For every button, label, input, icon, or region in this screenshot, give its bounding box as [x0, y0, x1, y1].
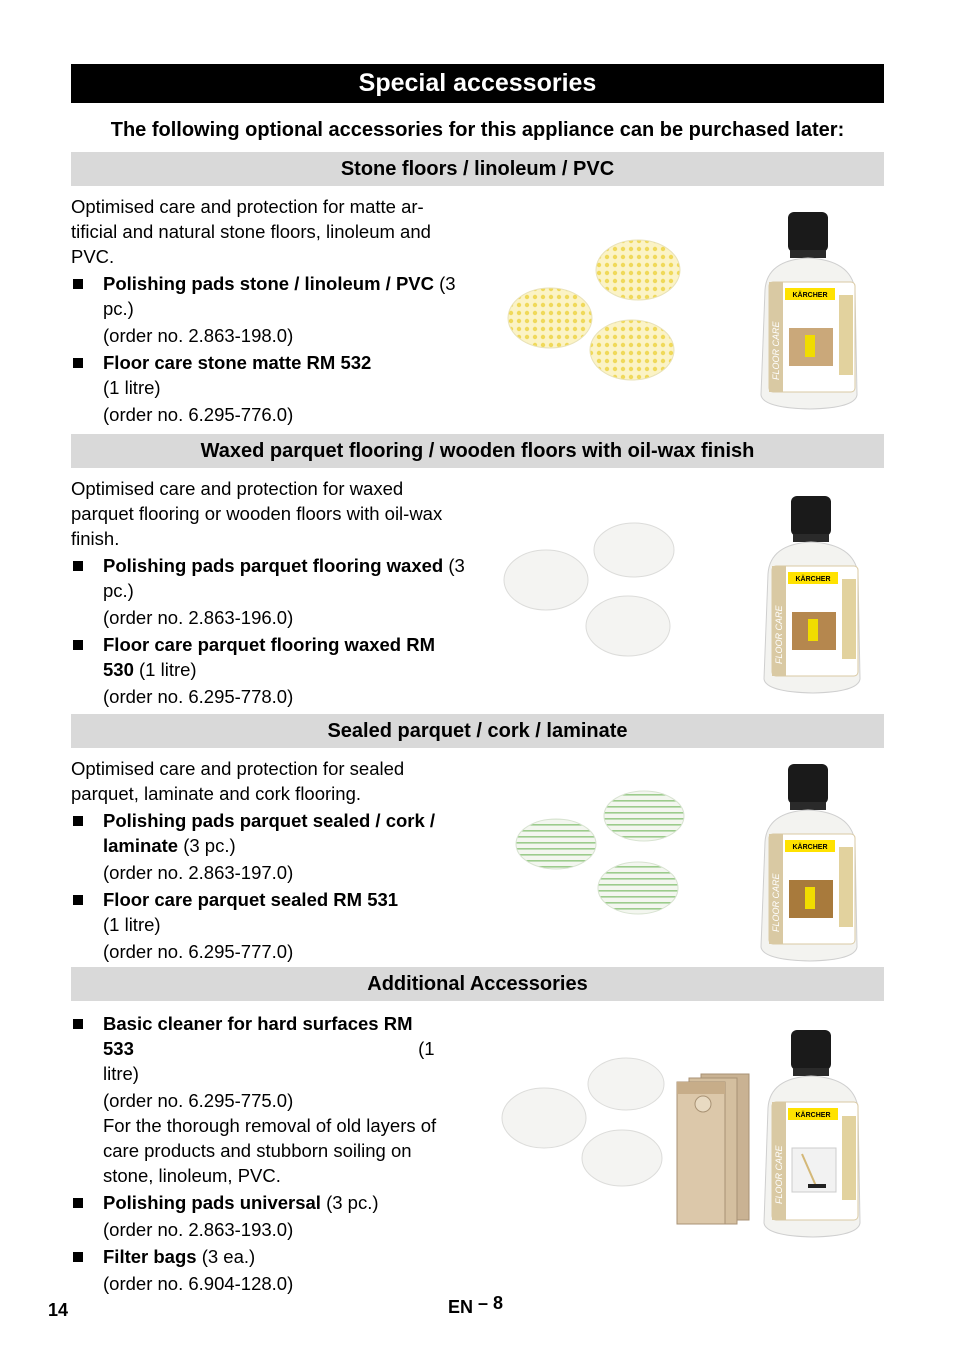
basic-cleaner-bottle-image [758, 1028, 868, 1245]
item-order-number: (order no. 6.295-777.0) [103, 941, 294, 962]
section-heading-stone: Stone floors / linoleum / PVC [71, 152, 884, 186]
green-polishing-pads-image [510, 786, 695, 921]
item-name: Polishing pads universal [103, 1192, 321, 1213]
list-item [71, 1244, 471, 1296]
section-description: Optimised care and protection for waxed parquet flooring or wooden floors with oil-wax finish. [71, 478, 443, 549]
item-order-number: (order no. 2.863-198.0) [103, 325, 294, 346]
item-name: Basic cleaner for hard surfaces RM 533 [103, 1013, 413, 1059]
bottle-side-text: FLOOR CARE [774, 605, 784, 664]
footer-page-ref [448, 1293, 504, 1318]
bottle-side-text: FLOOR CARE [771, 873, 781, 932]
item-name: Filter bags [103, 1246, 197, 1267]
page-title: Special accessories [71, 64, 884, 103]
section-heading-waxed-parquet: Waxed parquet flooring / wooden floors with oil-wax finish [71, 434, 884, 468]
bottle-side-text: FLOOR CARE [774, 1145, 784, 1204]
bottle-brand: KÄRCHER [792, 844, 828, 851]
section-body-additional [71, 1009, 471, 1296]
item-qty: (3 pc.) [103, 555, 465, 601]
item-qty: (1 litre) [103, 1038, 435, 1084]
item-name: Floor care stone matte RM 532 [103, 352, 372, 373]
list-item [71, 271, 471, 348]
bullet-square-icon [73, 279, 83, 289]
item-order-number: (order no. 2.863-193.0) [103, 1219, 294, 1240]
section-body-waxed-parquet [71, 476, 471, 709]
intro-text: The following optional accessories for this appliance can be purchased later: [110, 119, 845, 141]
floor-care-bottle-image [758, 494, 868, 699]
item-qty: (3 pc.) [326, 1192, 379, 1213]
section-description: Optimised care and protection for sealed parquet, laminate and cork flooring. [71, 758, 405, 804]
section-heading-sealed-parquet: Sealed parquet / cork / laminate [71, 714, 884, 748]
bottle-brand: KÄRCHER [795, 1112, 831, 1119]
bottle-brand: KÄRCHER [792, 292, 828, 299]
section-body-sealed-parquet [71, 756, 471, 964]
floor-care-bottle-image [755, 210, 865, 415]
bottle-side-text: FLOOR CARE [771, 321, 781, 380]
list-item [71, 553, 471, 630]
item-order-number: (order no. 2.863-196.0) [103, 607, 294, 628]
yellow-polishing-pads-image [500, 222, 720, 387]
bullet-square-icon [73, 561, 83, 571]
filter-bags-image [675, 1072, 755, 1227]
item-name: Polishing pads parquet sealed / cork / laminate [103, 810, 436, 856]
list-item [71, 1011, 471, 1188]
item-name: Floor care parquet flooring waxed RM 530 [103, 634, 436, 680]
footer-lang-code: EN [448, 1297, 474, 1317]
bullet-square-icon [73, 895, 83, 905]
bullet-square-icon [73, 358, 83, 368]
item-order-number: (order no. 6.904-128.0) [103, 1273, 294, 1294]
item-name: Polishing pads stone / linoleum / PVC [103, 273, 434, 294]
section-description: Optimised care and protection for matte ar-tificial and natural stone floors, linoleum and PVC. [71, 196, 431, 267]
item-name: Floor care parquet sealed RM 531 [103, 889, 399, 910]
item-note: For the thorough removal of old layers of care products and stubborn soiling on stone, linoleum, PVC. [103, 1115, 437, 1186]
bullet-square-icon [73, 1198, 83, 1208]
list-item [71, 632, 471, 709]
universal-polishing-pads-image [500, 1054, 680, 1204]
bullet-square-icon [73, 1019, 83, 1029]
section-heading-additional: Additional Accessories [71, 967, 884, 1001]
list-item [71, 1190, 471, 1242]
white-polishing-pads-image [500, 518, 690, 678]
list-item [71, 350, 471, 427]
item-qty: (1 litre) [139, 659, 197, 680]
footer-page-ref-number: – 8 [478, 1293, 504, 1313]
item-name: Polishing pads parquet flooring waxed [103, 555, 444, 576]
item-order-number: (order no. 6.295-775.0) [103, 1090, 294, 1111]
page-number: 14 [48, 1300, 69, 1320]
item-qty: (1 litre) [103, 377, 161, 398]
floor-care-bottle-image [755, 762, 865, 967]
item-qty: (3 pc.) [103, 273, 456, 319]
item-order-number: (order no. 6.295-778.0) [103, 686, 294, 707]
item-qty: (1 litre) [103, 914, 161, 935]
item-order-number: (order no. 2.863-197.0) [103, 862, 294, 883]
item-qty: (3 ea.) [201, 1246, 256, 1267]
item-order-number: (order no. 6.295-776.0) [103, 404, 294, 425]
section-body-stone [71, 194, 471, 427]
bottle-brand: KÄRCHER [795, 576, 831, 583]
list-item [71, 808, 471, 885]
bullet-square-icon [73, 816, 83, 826]
item-qty: (3 pc.) [183, 835, 236, 856]
bullet-square-icon [73, 1252, 83, 1262]
bullet-square-icon [73, 640, 83, 650]
list-item [71, 887, 471, 964]
